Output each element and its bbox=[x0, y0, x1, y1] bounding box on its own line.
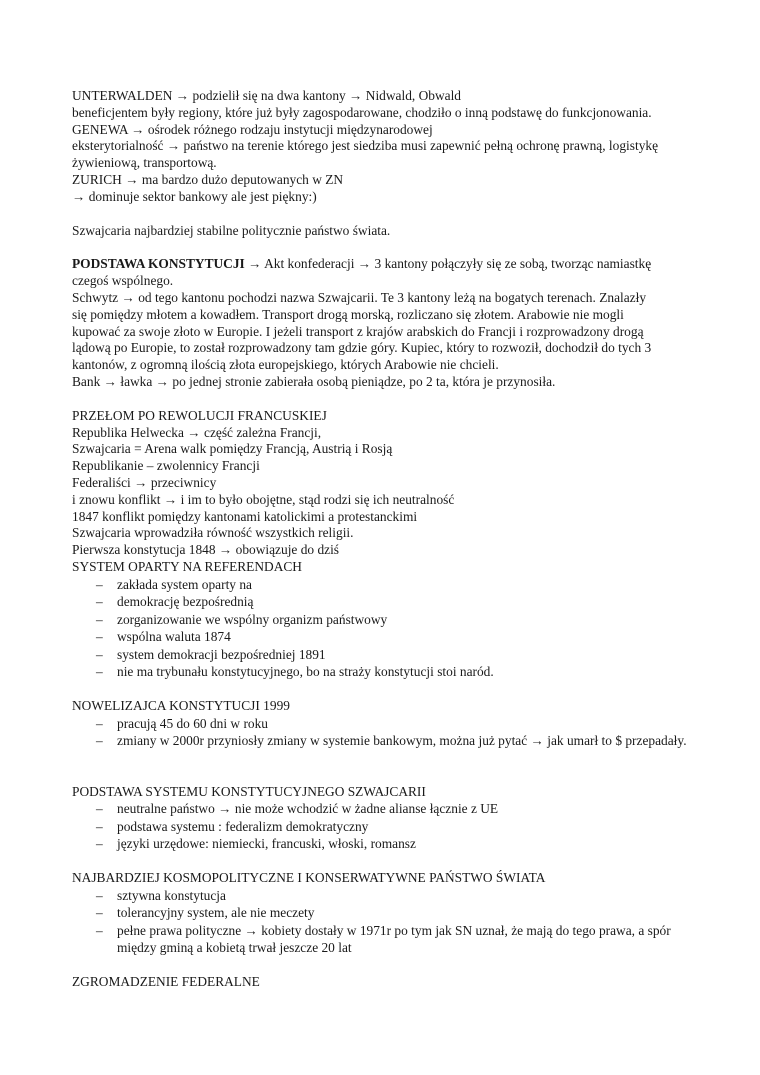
list-item: – system demokracji bezpośredniej 1891 bbox=[96, 646, 326, 662]
list-item: – nie ma trybunału konstytucyjnego, bo na straży konstytucji stoi naród. bbox=[96, 664, 494, 680]
list-item: – zmiany w 2000r przyniosły zmiany w systemie bankowym, można już pytać → jak umarł to $ przepadały. bbox=[96, 733, 687, 749]
section-heading: PODSTAWA SYSTEMU KONSTYTUCYJNEGO SZWAJCARII bbox=[72, 783, 426, 799]
list-item: – pełne prawa polityczne → kobiety dostały w 1971r po tym jak SN uznał, że mają do tego prawa, a spór między gminą a kobietą trwał jeszcze 20 lat bbox=[96, 922, 671, 956]
list-item: – zorganizowanie we wspólny organizm państwowy bbox=[96, 611, 388, 627]
list-marker: – bbox=[96, 922, 103, 938]
text-line: Szwajcaria wprowadziła równość wszystkich religii. bbox=[72, 525, 354, 541]
section-heading: PRZEŁOM PO REWOLUCJI FRANCUSKIEJ bbox=[72, 407, 327, 423]
list-marker: – bbox=[96, 801, 103, 817]
heading-continuation: → Akt konfederacji → 3 kantony połączyły się ze sobą, tworząc namiastkę bbox=[244, 256, 652, 272]
list-marker: – bbox=[96, 733, 103, 749]
text-line: Szwajcaria najbardziej stabilne politycznie państwo świata. bbox=[72, 222, 391, 238]
list-marker: – bbox=[96, 629, 103, 645]
system-section bbox=[72, 784, 700, 853]
list-marker: – bbox=[96, 818, 103, 834]
intro-section bbox=[72, 88, 700, 239]
referendum-list bbox=[72, 576, 700, 681]
text-line: Szwajcaria = Arena walk pomiędzy Francją, Austrią i Rosją bbox=[72, 441, 393, 457]
text-line: się pomiędzy młotem a kowadłem. Transport drogą morską, rozliczano się złotem. Arabowie nie mogli bbox=[72, 306, 624, 322]
text-line: beneficjentem były regiony, które już były zagospodarowane, chodziło o inną podstawę do funkcjonowania. bbox=[72, 104, 652, 120]
document-page bbox=[72, 88, 700, 990]
kosmo-list bbox=[72, 887, 700, 957]
text-line: lądową po Europie, to został rozprowadzony tam gdzie góry. Kupiec, który to rozwoził, dochodził do tych 3 bbox=[72, 340, 652, 356]
list-marker: – bbox=[96, 576, 103, 592]
text-line: eksterytorialność → państwo na terenie którego jest siedziba musi zapewnić pełną ochronę prawną, logistykę bbox=[72, 138, 659, 154]
list-marker: – bbox=[96, 646, 103, 662]
podstawa-section bbox=[72, 256, 700, 390]
list-item: – demokrację bezpośrednią bbox=[96, 594, 254, 610]
list-marker: – bbox=[96, 664, 103, 680]
list-item: – pracują 45 do 60 dni w roku bbox=[96, 715, 268, 731]
section-heading: NOWELIZAJCA KONSTYTUCJI 1999 bbox=[72, 697, 290, 713]
przelom-section bbox=[72, 408, 700, 681]
list-marker: – bbox=[96, 836, 103, 852]
section-heading: NAJBARDZIEJ KOSMOPOLITYCZNE I KONSERWATYWNE PAŃSTWO ŚWIATA bbox=[72, 869, 546, 885]
list-marker: – bbox=[96, 594, 103, 610]
list-marker: – bbox=[96, 905, 103, 921]
zgromadzenie-section bbox=[72, 974, 700, 991]
text-line: kantonów, z ogromną ilością złota europejskiego, których Arabowie nie chcieli. bbox=[72, 357, 499, 373]
text-line: ZURICH → ma bardzo dużo deputowanych w ZN bbox=[72, 171, 344, 187]
text-line: 1847 konflikt pomiędzy kantonami katolickimi a protestanckimi bbox=[72, 508, 418, 524]
text-line: Schwytz → od tego kantonu pochodzi nazwa Szwajcarii. Te 3 kantony leżą na bogatych terenach. Znalazły bbox=[72, 289, 647, 305]
list-marker: – bbox=[96, 715, 103, 731]
text-line: Bank → ławka → po jednej stronie zabierała osobą pieniądze, po 2 ta, która je przynosiła. bbox=[72, 373, 556, 389]
text-line: żywieniową, transportową. bbox=[72, 155, 217, 171]
subsection-heading: SYSTEM OPARTY NA REFERENDACH bbox=[72, 558, 302, 574]
list-item: – wspólna waluta 1874 bbox=[96, 629, 231, 645]
text-line: UNTERWALDEN → podzielił się na dwa kantony → Nidwald, Obwald bbox=[72, 88, 462, 103]
list-item: – podstawa systemu : federalizm demokratyczny bbox=[96, 818, 369, 834]
text-line: → dominuje sektor bankowy ale jest piękny:) bbox=[72, 188, 317, 204]
list-marker: – bbox=[96, 887, 103, 903]
list-item: – sztywna konstytucja bbox=[96, 887, 226, 903]
nowelizacja-list bbox=[72, 715, 700, 750]
system-list bbox=[72, 800, 700, 853]
list-item: – zakłada system oparty na bbox=[96, 576, 252, 592]
section-heading: PODSTAWA KONSTYTUCJI bbox=[72, 256, 245, 272]
kosmo-section bbox=[72, 870, 700, 957]
nowelizacja-section bbox=[72, 698, 700, 750]
list-item: – tolerancyjny system, ale nie meczety bbox=[96, 905, 315, 921]
section-heading: ZGROMADZENIE FEDERALNE bbox=[72, 973, 260, 989]
text-line: Republikanie – zwolennicy Francji bbox=[72, 458, 260, 474]
text-line: czegoś wspólnego. bbox=[72, 273, 174, 289]
list-item: – języki urzędowe: niemiecki, francuski, włoski, romansz bbox=[96, 836, 416, 852]
text-line: i znowu konflikt → i im to było obojętne, stąd rodzi się ich neutralność bbox=[72, 491, 455, 507]
list-marker: – bbox=[96, 611, 103, 627]
list-item: – neutralne państwo → nie może wchodzić w żadne alianse łącznie z UE bbox=[96, 801, 499, 817]
text-line: Republika Helwecka → część zależna Francji, bbox=[72, 424, 322, 440]
section-heading-line bbox=[72, 256, 700, 273]
text-line: Federaliści → przeciwnicy bbox=[72, 474, 217, 490]
text-line: GENEWA → ośrodek różnego rodzaju instytucji międzynarodowej bbox=[72, 121, 433, 137]
text-line: Pierwsza konstytucja 1848 → obowiązuje do dziś bbox=[72, 542, 340, 558]
text-line: kupować za swoje złoto w Europie. I jeżeli transport z krajów arabskich do Francji i rozprowadzony drogą bbox=[72, 323, 644, 339]
